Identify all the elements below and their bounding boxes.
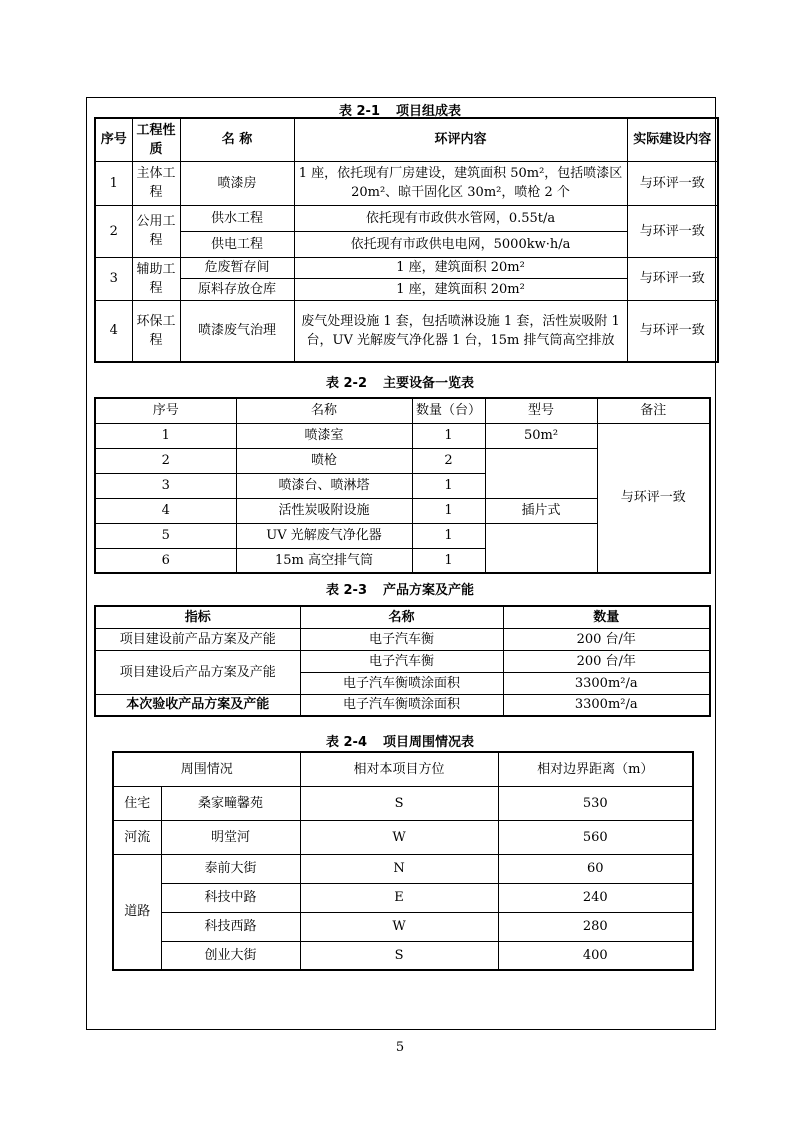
table2-cell: 插片式 xyxy=(485,498,597,523)
table4-caption-no: 表 2-4 xyxy=(325,735,367,750)
table2-cell: 2 xyxy=(95,448,236,473)
table4-category: 河流 xyxy=(113,820,161,854)
table3-header-name: 名称 xyxy=(300,606,503,628)
table2-cell: 喷漆台、喷淋塔 xyxy=(236,473,412,498)
table3-caption-no: 表 2-3 xyxy=(325,583,367,598)
table1-cell: 依托现有市政供电电网，5000kw·h/a xyxy=(294,231,627,257)
table1-cell: 主体工程 xyxy=(132,161,180,205)
table1-header-no: 序号 xyxy=(95,118,132,161)
table1-cell: 与环评一致 xyxy=(627,257,718,300)
table2-cell: 活性炭吸附设施 xyxy=(236,498,412,523)
table1-header-type: 工程性质 xyxy=(132,118,180,161)
project-composition-table xyxy=(94,117,719,363)
table2-cell: 2 xyxy=(412,448,485,473)
table1-cell: 环保工程 xyxy=(132,300,180,362)
table1-cell: 废气处理设施 1 套，包括喷淋设施 1 套，活性炭吸附 1 台，UV 光解废气净化器 1 台，15m 排气筒高空排放 xyxy=(294,300,627,362)
table4-cell: 530 xyxy=(498,786,693,820)
table1-caption-no: 表 2-1 xyxy=(338,104,380,119)
table1-cell: 喷漆房 xyxy=(180,161,294,205)
table1-cell: 4 xyxy=(95,300,132,362)
table4-cell: 400 xyxy=(498,941,693,970)
table1-caption-title: 项目组成表 xyxy=(396,104,462,119)
table1-cell: 与环评一致 xyxy=(627,205,718,257)
table2-cell: 15m 高空排气筒 xyxy=(236,548,412,573)
table3-cell: 项目建设前产品方案及产能 xyxy=(95,628,300,650)
table4-caption-title: 项目周围情况表 xyxy=(383,735,475,750)
table4-cell: 240 xyxy=(498,883,693,912)
table2-caption-title: 主要设备一览表 xyxy=(383,376,475,391)
table2-cell: 1 xyxy=(412,423,485,448)
table1-cell: 3 xyxy=(95,257,132,300)
equipment-table xyxy=(94,397,711,574)
table1-cell: 危废暂存间 xyxy=(180,257,294,278)
table4-header-direction: 相对本项目方位 xyxy=(300,752,498,786)
table1-cell: 与环评一致 xyxy=(627,300,718,362)
table4-cell: 明堂河 xyxy=(161,820,300,854)
table4-cell: 60 xyxy=(498,854,693,883)
table1-cell: 喷漆废气治理 xyxy=(180,300,294,362)
table3-cell: 本次验收产品方案及产能 xyxy=(95,694,300,716)
table1-cell: 2 xyxy=(95,205,132,257)
surroundings-table xyxy=(112,751,694,971)
table2-cell xyxy=(485,523,597,573)
table2-cell: UV 光解废气净化器 xyxy=(236,523,412,548)
table4-cell: 280 xyxy=(498,912,693,941)
table2-cell: 1 xyxy=(412,548,485,573)
table2-caption-no: 表 2-2 xyxy=(325,376,367,391)
table4-cell: W xyxy=(300,820,498,854)
table2-cell: 喷漆室 xyxy=(236,423,412,448)
table1-cell: 1 座，建筑面积 20m² xyxy=(294,257,627,278)
table2-cell: 50m² xyxy=(485,423,597,448)
table2-cell xyxy=(485,448,597,498)
table3-header-qty: 数量 xyxy=(503,606,710,628)
table2-header-model: 型号 xyxy=(485,398,597,423)
table4-cell: 泰前大街 xyxy=(161,854,300,883)
table1-cell: 供电工程 xyxy=(180,231,294,257)
table4-cell: W xyxy=(300,912,498,941)
table2-cell: 4 xyxy=(95,498,236,523)
table1-cell: 公用工程 xyxy=(132,205,180,257)
table3-header-indicator: 指标 xyxy=(95,606,300,628)
table3-caption-title: 产品方案及产能 xyxy=(383,583,475,598)
table4-cell: N xyxy=(300,854,498,883)
table2-header-no: 序号 xyxy=(95,398,236,423)
table4-cell: 桑家疃馨苑 xyxy=(161,786,300,820)
table2-header-remark: 备注 xyxy=(597,398,710,423)
table2-caption xyxy=(0,372,800,391)
table2-remark: 与环评一致 xyxy=(597,423,710,573)
table4-cell: 科技中路 xyxy=(161,883,300,912)
table2-cell: 5 xyxy=(95,523,236,548)
table4-header-surroundings: 周围情况 xyxy=(113,752,300,786)
table2-cell: 3 xyxy=(95,473,236,498)
table4-header-distance: 相对边界距离（m） xyxy=(498,752,693,786)
page-number: 5 xyxy=(395,1040,405,1055)
table4-cell: 560 xyxy=(498,820,693,854)
table2-cell: 1 xyxy=(95,423,236,448)
table3-cell: 电子汽车衡 xyxy=(300,628,503,650)
product-capacity-table xyxy=(94,605,711,717)
table3-cell: 3300m²/a xyxy=(503,672,710,694)
table4-category: 住宅 xyxy=(113,786,161,820)
table1-header-content: 环评内容 xyxy=(294,118,627,161)
table3-cell: 电子汽车衡喷涂面积 xyxy=(300,672,503,694)
table1-cell: 原料存放仓库 xyxy=(180,278,294,300)
table4-cell: 创业大街 xyxy=(161,941,300,970)
table1-cell: 1 xyxy=(95,161,132,205)
table4-cell: S xyxy=(300,786,498,820)
table1-cell: 依托现有市政供水管网，0.55t/a xyxy=(294,205,627,231)
table1-cell: 1 座，依托现有厂房建设，建筑面积 50m²，包括喷漆区 20m²、晾干固化区 30m²，喷枪 2 个 xyxy=(294,161,627,205)
table2-cell: 1 xyxy=(412,523,485,548)
table1-cell: 辅助工程 xyxy=(132,257,180,300)
table1-header-actual: 实际建设内容 xyxy=(627,118,718,161)
table2-cell: 喷枪 xyxy=(236,448,412,473)
table2-cell: 6 xyxy=(95,548,236,573)
table1-cell: 供水工程 xyxy=(180,205,294,231)
table4-caption xyxy=(0,731,800,750)
table1-cell: 1 座，建筑面积 20m² xyxy=(294,278,627,300)
table4-cell: 科技西路 xyxy=(161,912,300,941)
table1-cell: 与环评一致 xyxy=(627,161,718,205)
table4-cell: E xyxy=(300,883,498,912)
table3-cell: 3300m²/a xyxy=(503,694,710,716)
table4-category: 道路 xyxy=(113,854,161,970)
table1-header-name: 名 称 xyxy=(180,118,294,161)
table3-caption xyxy=(0,579,800,598)
table2-cell: 1 xyxy=(412,498,485,523)
table3-cell: 电子汽车衡 xyxy=(300,650,503,672)
table3-cell: 项目建设后产品方案及产能 xyxy=(95,650,300,694)
table3-cell: 电子汽车衡喷涂面积 xyxy=(300,694,503,716)
table3-cell: 200 台/年 xyxy=(503,628,710,650)
table4-cell: S xyxy=(300,941,498,970)
table3-cell: 200 台/年 xyxy=(503,650,710,672)
table2-cell: 1 xyxy=(412,473,485,498)
table2-header-qty: 数量（台） xyxy=(412,398,485,423)
table2-header-name: 名称 xyxy=(236,398,412,423)
